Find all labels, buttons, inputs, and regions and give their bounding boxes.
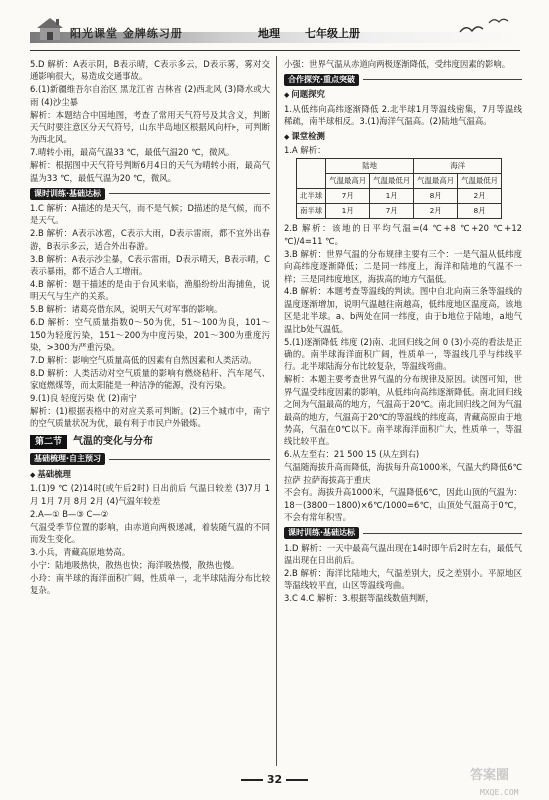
left-column xyxy=(30,58,270,597)
chapter-heading xyxy=(30,434,270,450)
answer-text: 6.从左至右：21 500 15 (从左到右) xyxy=(284,449,420,460)
answer-text: 5.D 解析：A表示阴，B表示晴，C表示多云，D表示雾，雾对交通影响很大，易造成交通事故。 xyxy=(30,59,270,82)
answer-text: 4.B 解析：本题考查等温线的判读。图中自北向南三条等温线的温度逐渐增加，说明气温越往南越高，低纬度地区温度高，该地区是北半球。a、b两处在同一纬度，由于b地位于陆地，a地气温比b处气温低。 xyxy=(284,286,522,334)
answer-text: 小宁：陆地吸热快，散热也快；海洋吸热慢，散热也慢。 xyxy=(30,559,240,570)
explanation-text: 解析：本题结合中国地图，考查了常用天气符号及其含义，判断天气时要注意区分天气符号，山东半岛地区根据风向杆⊧，可判断为西北风。 xyxy=(30,109,270,145)
section-tag: 基础梳理·自主预习 xyxy=(30,453,105,465)
section-tag: 合作探究·重点突破 xyxy=(284,74,359,86)
table-group-header: 陆地 xyxy=(326,159,414,174)
answer-text: 3.小兵，青藏高原地势高。 xyxy=(30,546,131,557)
explanation-text: 解析：本题主要考查世界气温的分布规律及原因。读图可知，世界气温受纬度因素的影响，从低纬向高纬逐渐降低。南北回归线之间为气温最高的地方，气温高于20℃。南北回归线之间为气温最高的地方，气温高于20℃的等温线的纬度高，青藏高原由于地势高，气温在0℃以下。南半球海洋面积广大，性质单一，等温线比较平直。 xyxy=(284,374,522,447)
house-logo-icon xyxy=(34,16,66,42)
table-cell: 7月 xyxy=(370,204,414,219)
answer-text: 3.C 4.C 解析：3.根据等温线数值判断， xyxy=(284,593,434,604)
table-group-header: 海洋 xyxy=(414,159,502,174)
table-cell: 7月 xyxy=(326,189,370,204)
table-corner xyxy=(297,159,326,189)
answer-text: 9.(1)良 轻度污染 优 (2)南宁 xyxy=(30,393,137,404)
answer-text: 2.A—① B—③ C—② xyxy=(30,508,109,519)
answer-text: 1.(1)9 ℃ (2)14时(或午后2时) 日出前后 气温日较差 (3)7月 1月 1月 7月 8月 2月 (4)气温年较差 xyxy=(30,483,270,506)
answer-text: 小强：世界气温从赤道向两极逐渐降低，受纬度因素的影响。 xyxy=(284,59,511,69)
section-line xyxy=(363,79,522,80)
section-bar xyxy=(284,73,522,86)
explanation-text: 解析：(1)根据表格中的对应关系可判断。(2)三个城市中，南宁的空气质量状况为优，最有利于市民户外锻炼。 xyxy=(30,406,270,429)
explanation-text: 气温受季节位置的影响，由赤道向两极递减，着装随气温的不同而发生变化。 xyxy=(30,521,270,544)
section-bar xyxy=(30,187,270,200)
chapter-title: 气温的变化与分布 xyxy=(73,435,154,447)
subsection-heading: ◆ 基础梳理 xyxy=(30,468,270,481)
section-bar xyxy=(30,453,270,466)
answer-text: 1.D 解析：一天中最高气温出现在14时即午后2时左右，最低气温出现在日出前后。 xyxy=(284,542,522,566)
table-col-header: 气温最低月 xyxy=(458,174,502,189)
answer-text: 3.B 解析：A表示沙尘暴，C表示雷雨，D表示晴天，B表示晴，C表示暴雨，都不适合人工增雨。 xyxy=(30,253,270,277)
table-row xyxy=(297,189,502,204)
table-row-label: 北半球 xyxy=(297,189,326,204)
answer-text: 7.D 解析：影响空气质量高低的因素有自然因素和人类活动。 xyxy=(30,354,257,365)
grade-label: 七年级上册 xyxy=(305,27,360,40)
subject-label: 地理 xyxy=(258,27,280,40)
chapter-number: 第二节 xyxy=(30,435,67,449)
header-rule xyxy=(30,50,520,51)
column-divider xyxy=(276,56,277,766)
section-bar xyxy=(284,527,522,540)
answer-text: 2.B 解析：A表示冰雹，C表示大雨，D表示雷雨，都不宜外出春游，B表示多云，适合外出春游。 xyxy=(30,228,270,251)
birds-icon xyxy=(455,14,515,40)
page-number: 32 xyxy=(0,774,549,786)
answer-text: 7.晴转小雨，最高气温33 ℃，最低气温20 ℃，微风。 xyxy=(30,147,235,158)
answer-text: 2.B 解析：该地的日平均气温=(4 ℃+8 ℃+20 ℃+12 ℃)/4=11 ℃。 xyxy=(284,223,522,246)
answer-text: 4.B 解析：题干描述的是由于台风来临，渔船纷纷出海捕鱼，说明天气与生产的关系。 xyxy=(30,279,270,302)
answer-text: 不会有。海拔升高1000米，气温降低6℃，因此山顶的气温为：18－(3800－1800)×6℃/1000=6℃，山顶处气温高于0℃，不会有常年积雪。 xyxy=(284,487,522,523)
answer-text: 3.B 解析：世界气温的分布规律主要有三个：一是气温从低纬度向高纬度逐渐降低；二是同一纬度上，海洋和陆地的气温不一样；三是同纬度地区，海拔高的地方气温低。 xyxy=(284,248,522,284)
table-col-header: 气温最高月 xyxy=(414,174,458,189)
page-header xyxy=(0,0,549,50)
table-row xyxy=(297,204,502,219)
answer-text: 1.C 解析：A描述的是天气，而不是气候；D描述的是气候，而不是天气。 xyxy=(30,203,270,226)
table-cell: 1月 xyxy=(326,204,370,219)
subsection-heading: ◆ 课堂检测 xyxy=(284,130,522,143)
temperature-table xyxy=(296,158,502,219)
table-cell: 8月 xyxy=(458,204,502,219)
table-cell: 2月 xyxy=(458,189,502,204)
table-row-label: 南半球 xyxy=(297,204,326,219)
section-line xyxy=(109,459,270,460)
table-cell: 1月 xyxy=(370,189,414,204)
section-tag: 课时训练·基础达标 xyxy=(284,527,359,539)
table-cell: 8月 xyxy=(414,189,458,204)
section-line xyxy=(363,533,522,534)
answer-text: 气温随海拔升高而降低，海拔每升高1000米，气温大约降低6℃ 拉萨 拉萨海拔高于重庆 xyxy=(284,462,522,485)
answer-text: 2.B 解析：海洋比陆地大，气温差别大，反之差别小。平原地区等温线较平直，山区等温线弯曲。 xyxy=(284,568,522,591)
answer-text: 6.(1)新疆维吾尔自治区 黑龙江省 吉林省 (2)西北风 (3)降水或大雨 (4)沙尘暴 xyxy=(30,84,270,107)
brand-title: 阳光课堂 金牌练习册 xyxy=(70,27,183,40)
watermark-logo: 答案圈 xyxy=(470,768,510,783)
explanation-text: 解析：根据图中天气符号判断6月4日的天气为晴转小雨，最高气温为33 ℃，最低气温为20 ℃，微风。 xyxy=(30,160,270,183)
table-col-header: 气温最低月 xyxy=(370,174,414,189)
answer-text: 小玲：南半球的海洋面积广阔，性质单一，北半球陆海分布比较复杂。 xyxy=(30,572,270,596)
watermark-url: MXQE.COM xyxy=(480,788,519,797)
section-tag: 课时训练·基础达标 xyxy=(30,188,105,200)
answer-text: 1.从低纬向高纬逐渐降低 2.北半球1月等温线密集，7月等温线稀疏，南半球相反。3.(1)海洋气温高。(2)陆地气温高。 xyxy=(284,103,522,127)
subsection-heading: ◆ 问题探究 xyxy=(284,88,522,101)
table-col-header: 气温最高月 xyxy=(326,174,370,189)
answer-text: 5.(1)逐渐降低 纬度 (2)南、北回归线之间 0 (3)小亮的看法是正确的。南半球海洋面积广阔，性质单一，等温线几乎与纬线平行。北半球陆海分布比较复杂，等温线弯曲。 xyxy=(284,336,522,372)
answer-text: 5.B 解析：诸葛亮借东风，说明天气对军事的影响。 xyxy=(30,304,223,315)
answer-text: 8.D 解析：人类活动对空气质量的影响有燃烧秸秆、汽车尾气、家庭燃煤等，而太阳能是一种洁净的能源，没有污染。 xyxy=(30,367,270,391)
answer-text: 1.A 解析： xyxy=(284,145,326,156)
answer-text: 6.D 解析：空气质量指数0～50为优，51～100为良，101～150为轻度污染，151～200为中度污染，201～300为重度污染，>300为严重污染。 xyxy=(30,317,270,353)
section-line xyxy=(109,193,270,194)
table-cell: 2月 xyxy=(414,204,458,219)
right-column xyxy=(284,58,522,605)
